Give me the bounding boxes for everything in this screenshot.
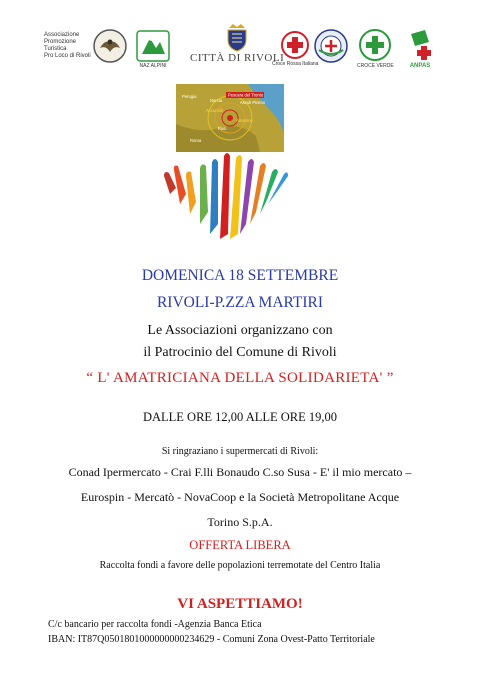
event-date: DOMENICA 18 SETTEMBRE: [141, 267, 339, 284]
badge-logo: [313, 28, 349, 64]
coat-of-arms-icon: [224, 22, 250, 52]
eagle-emblem-icon: [92, 28, 128, 64]
map-label-norcia: Norcia: [210, 98, 223, 103]
see-you-heading: VI ASPETTIAMO!: [177, 596, 303, 612]
croce-rossa-caption: Croce Rossa Italiana: [272, 61, 319, 67]
map-label-pescara: Pescara del Tronto: [228, 92, 264, 98]
map-label-ascoli: Ascoli Piceno: [240, 100, 266, 105]
thanks-line: Si ringraziano i supermercati di Rivoli:: [161, 446, 319, 457]
red-cross-icon: [280, 30, 310, 60]
map-label-accumoli: Accumoli: [206, 108, 223, 113]
pro-loco-line-4: Pro Loco di Rivoli: [44, 53, 91, 59]
anpas-logo: [405, 28, 435, 69]
sponsors-line-1: Conad Ipermercato - Crai F.lli Bonaudo C.so Susa - E' il mio mercato –: [68, 465, 412, 479]
map-label-roma: Roma: [190, 138, 202, 143]
map-label-rieti: Rieti: [218, 126, 227, 131]
anpas-caption: ANPAS: [409, 63, 431, 69]
croce-verde-logo: [357, 28, 394, 69]
alpini-logo: [136, 30, 170, 69]
sponsors-line-2: Eurospin - Mercatò - NovaCoop e la Società Metropolitane Acque: [80, 490, 400, 504]
raised-hands-graphic: [164, 153, 288, 239]
event-place: RIVOLI-P.ZZA MARTIRI: [156, 294, 324, 311]
green-cross-icon: [358, 28, 392, 62]
logos-row: [0, 22, 480, 82]
protezione-civile-icon: [313, 28, 349, 64]
map-label-perugia: Perugia: [182, 94, 197, 99]
pro-loco-logo: [44, 32, 91, 60]
croce-verde-caption: CROCE VERDE: [357, 63, 394, 69]
event-hours: DALLE ORE 12,00 ALLE ORE 19,00: [142, 410, 338, 424]
organizers-line: Le Associazioni organizzano con: [147, 323, 333, 338]
event-name: “ L' AMATRICIANA DELLA SOLIDARIETA' ”: [86, 370, 394, 386]
fundraising-line: Raccolta fondi a favore delle popolazioni terremotate del Centro Italia: [99, 560, 381, 571]
patronage-line: il Patrocinio del Comune di Rivoli: [143, 345, 337, 360]
sponsors-line-3: Torino S.p.A.: [207, 515, 273, 529]
sponsors-list: [0, 460, 480, 535]
hero-illustration: [160, 84, 300, 244]
free-offer: OFFERTA LIBERA: [189, 538, 291, 552]
map-hands-image: [160, 84, 300, 244]
croce-rossa-logo: [272, 30, 318, 67]
anpas-icon: [405, 28, 435, 62]
citta-rivoli-label: CITTÀ DI RIVOLI: [190, 52, 285, 64]
pro-loco-line-1: Associazione: [44, 32, 80, 38]
map-label-amatrice: Amatrice: [236, 118, 253, 123]
bank-account-line: C/c bancario per raccolta fondi -Agenzia Banca Etica: [48, 619, 262, 630]
alpini-caption: NAZ ALPINI: [139, 63, 167, 69]
pro-loco-line-3: Turistica: [44, 46, 67, 52]
emblem-logo: [92, 28, 128, 64]
pro-loco-line-2: Promozione: [44, 39, 77, 45]
alpini-icon: [136, 30, 170, 62]
citta-rivoli-logo: [190, 22, 284, 64]
iban-line: IBAN: IT87Q0501801000000000234629 - Comuni Zona Ovest-Patto Territoriale: [48, 634, 375, 645]
